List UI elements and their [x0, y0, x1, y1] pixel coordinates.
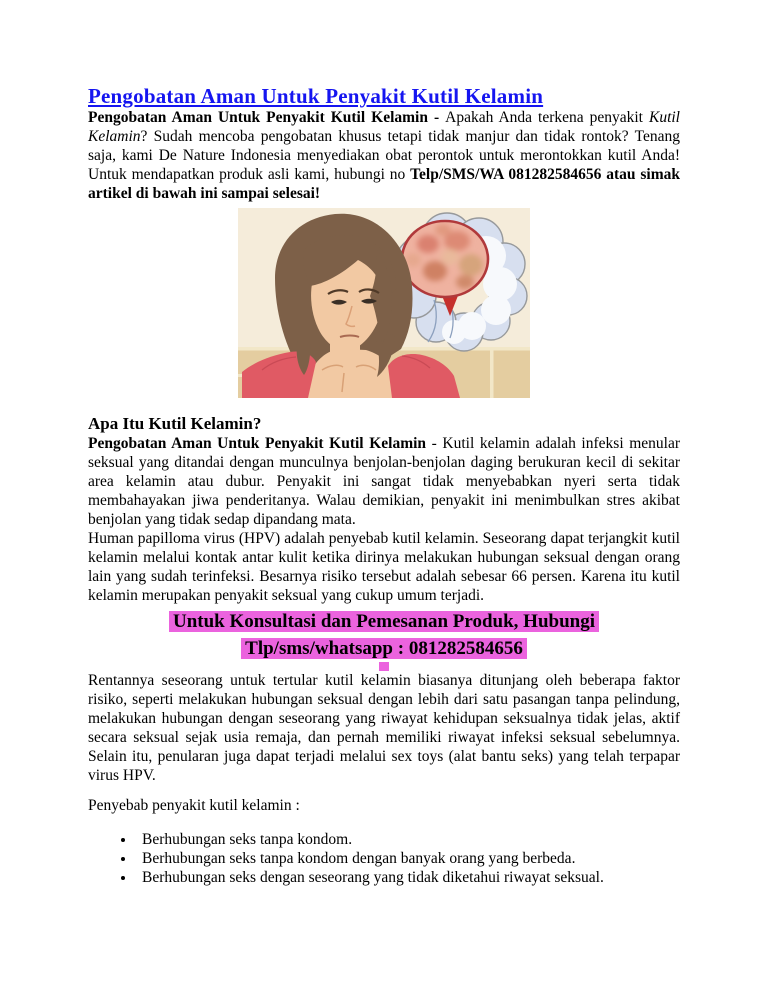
contact-highlight-block: [88, 609, 680, 662]
text-run: Apakah Anda terkena penyakit: [445, 109, 649, 126]
page-title[interactable]: Pengobatan Aman Untuk Penyakit Kutil Kelamin: [88, 84, 544, 108]
text-run: Kutil Kelamin: [88, 109, 680, 145]
causes-lead: Penyebab penyakit kutil kelamin :: [88, 797, 300, 814]
definition-paragraph: [88, 434, 680, 529]
section-heading: Apa Itu Kutil Kelamin?: [88, 414, 262, 433]
risk-factors-paragraph: [88, 671, 680, 785]
text-run: - Kutil kelamin adalah infeksi menular seksual yang ditandai dengan munculnya benjolan-benjolan daging berukuran kecil di sekitar area kelamin atau dubur. Penyakit ini sangat tidak menyebabkan nyeri serta tidak membahayakan jiwa penderitanya. Walau demikian, penyakit ini menimbulkan stres akibat benjolan yang tidak sedap dipandang mata.: [88, 435, 681, 528]
text-run: Telp/SMS/WA 081282584656 atau simak artikel di bawah ini sampai selesai!: [88, 166, 680, 202]
lesion-zoom-circle: [402, 221, 488, 297]
text-run: ? Sudah mencoba pengobatan khusus tetapi tidak manjur dan tidak rontok? Tenang saja, kami De Nature Indonesia menyediakan obat perontok untuk merontokkan kutil Anda! Untuk mendapatkan produk asli kami, hubungi no: [88, 128, 680, 183]
article-image: [238, 208, 530, 398]
cause-list-item: • Berhubungan seks tanpa kondom dengan banyak orang yang berbeda.: [136, 849, 680, 868]
highlight-paragraph-mark: [379, 662, 389, 671]
contact-highlight-line2: Tlp/sms/whatsapp : 081282584656: [241, 638, 527, 659]
cause-list-item: • Berhubungan seks dengan seseorang yang tidak diketahui riwayat seksual.: [136, 868, 680, 887]
text-run: Human papilloma virus (HPV) adalah penyebab kutil kelamin. Seseorang dapat terjangkit kutil kelamin melalui kontak antar kulit ketika dirinya melakukan hubungan seksual dengan orang lain yang sudah terinfeksi. Besarnya risiko tersebut adalah sebesar 66 persen. Karena itu kutil kelamin merupakan penyakit seksual yang cukup umum terjadi.: [88, 530, 680, 604]
contact-highlight-line1: Untuk Konsultasi dan Pemesanan Produk, Hubungi: [169, 611, 599, 632]
text-run: Pengobatan Aman Untuk Penyakit Kutil Kelamin: [88, 435, 427, 452]
text-run: Rentannya seseorang untuk tertular kutil kelamin biasanya ditunjang oleh beberapa faktor risiko, seperti melakukan hubungan seksual dengan lebih dari satu pasangan tanpa pelindung, melakukan hubungan dengan seseorang yang riwayat kehidupan seksualnya tidak jelas, aktif secara seksual sejak usia remaja, dan pernah memiliki riwayat infeksi seksual sebelumnya. Selain itu, penularan juga dapat terjadi melalui sex toys (alat bantu seks) yang telah terpapar virus HPV.: [88, 672, 680, 784]
cause-list-item: • Berhubungan seks tanpa kondom.: [136, 830, 680, 849]
worried-woman-illustration: [238, 208, 530, 398]
hpv-paragraph: [88, 529, 680, 605]
causes-list: [88, 830, 680, 887]
intro-paragraph: [88, 108, 680, 203]
text-run: Pengobatan Aman Untuk Penyakit Kutil Kelamin -: [88, 109, 446, 126]
